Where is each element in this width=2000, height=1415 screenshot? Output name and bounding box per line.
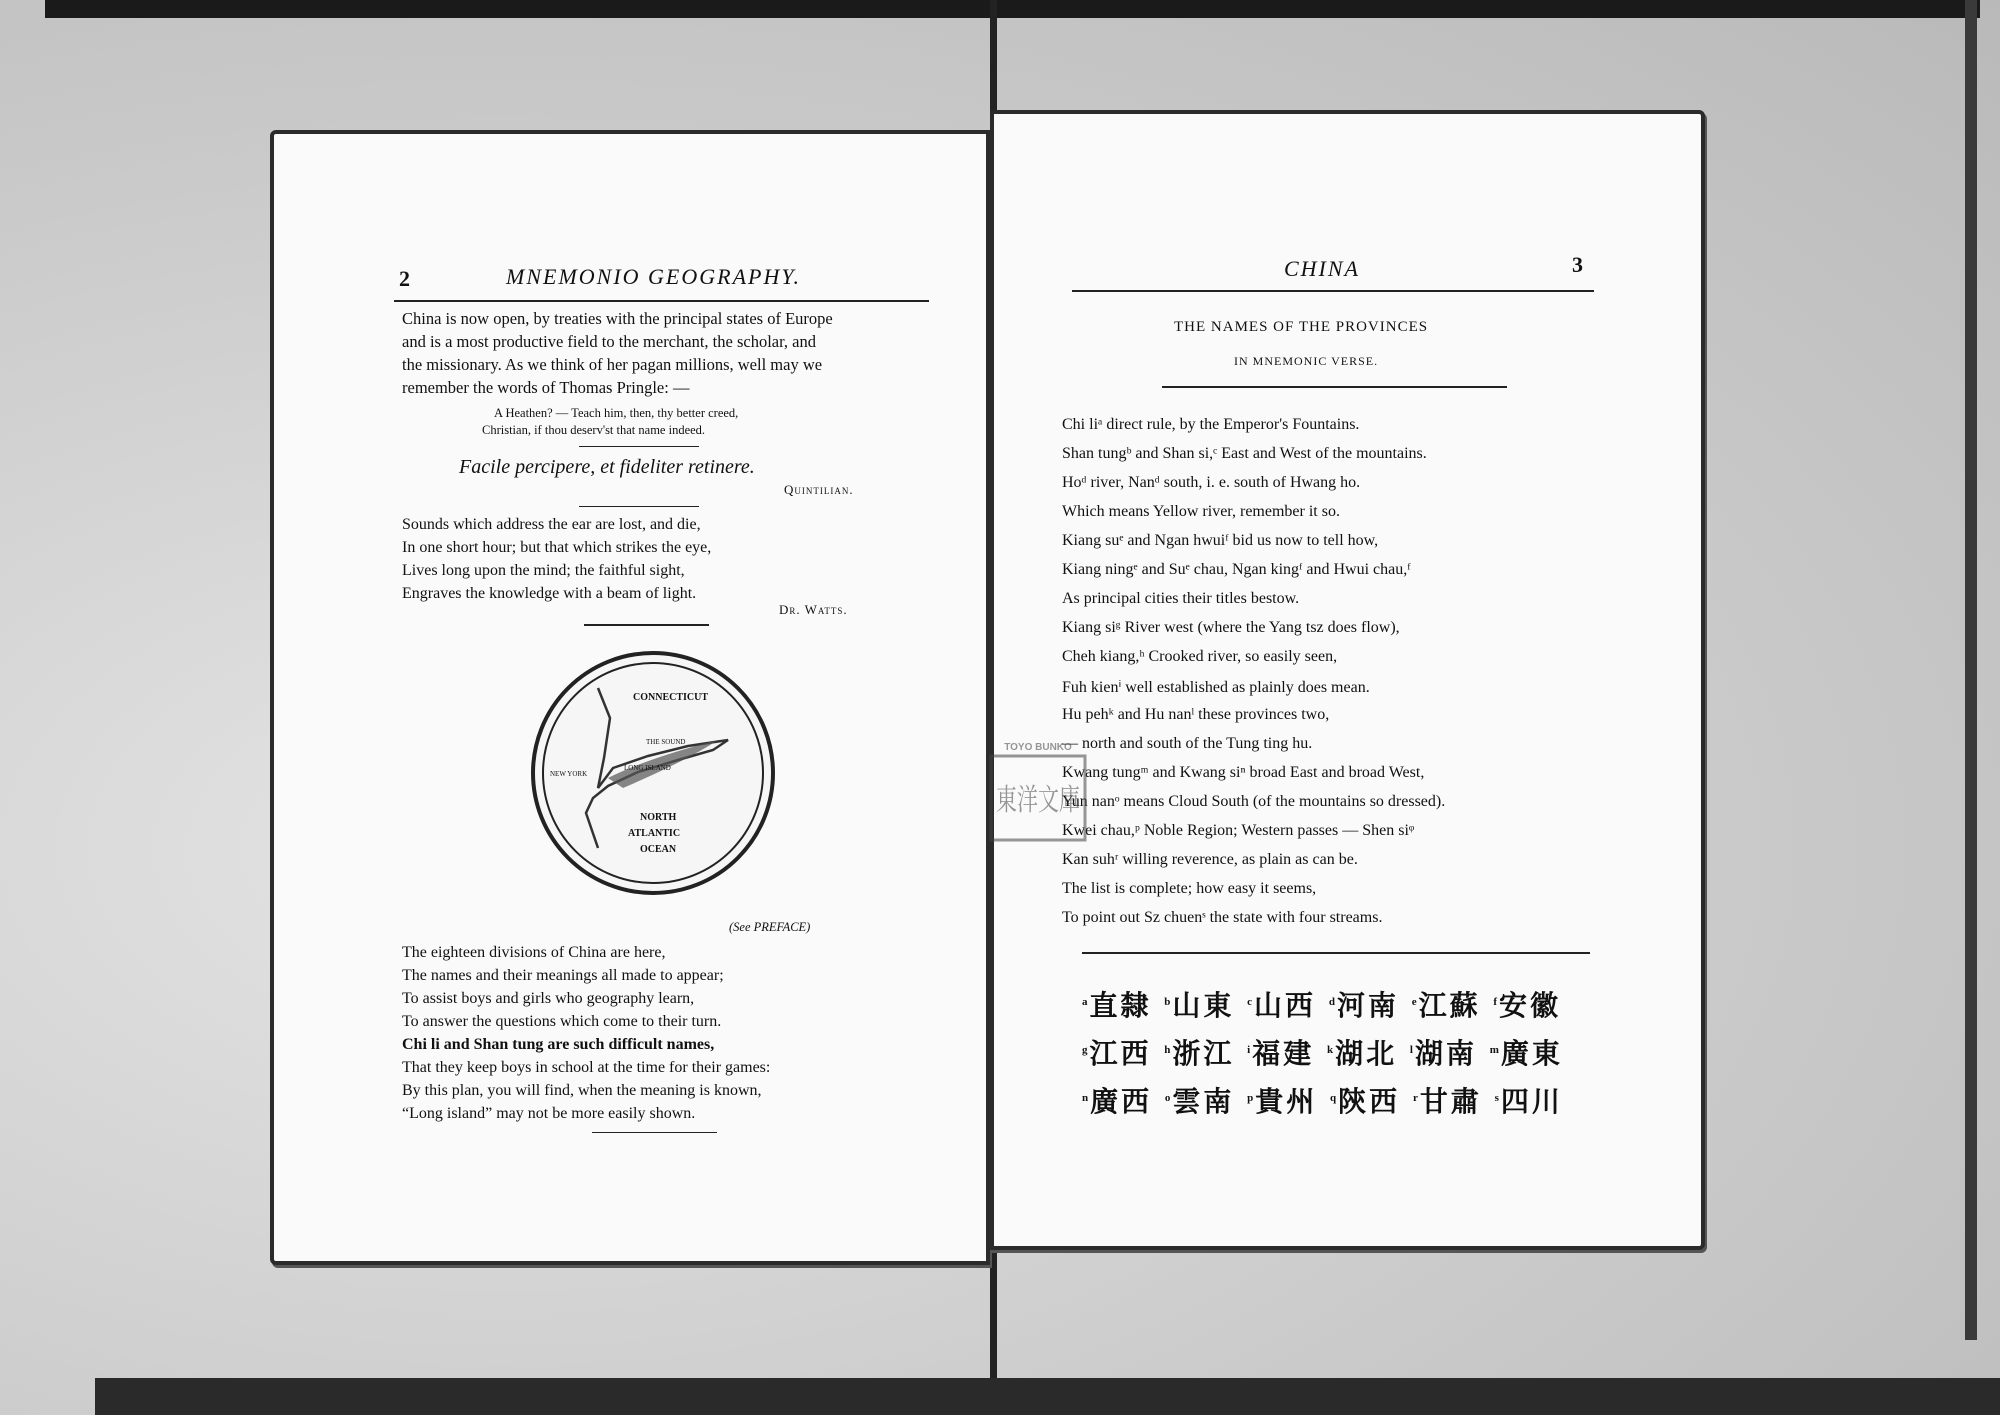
- verse-line: By this plan, you will find, when the meaning is known,: [402, 1082, 762, 1099]
- verse-line: Chi li and Shan tung are such difficult names,: [402, 1036, 715, 1053]
- verse-line: Cheh kiang,ʰ Crooked river, so easily seen,: [1062, 648, 1338, 665]
- province-chinese-name: 福建: [1252, 1037, 1315, 1070]
- divider: [579, 506, 699, 507]
- verse-line: Kan suhʳ willing reverence, as plain as can be.: [1062, 851, 1358, 868]
- footnote-mark: n: [1082, 1091, 1089, 1104]
- intro-line: China is now open, by treaties with the principal states of Europe: [402, 309, 833, 328]
- running-head-left: MNEMONIO GEOGRAPHY.: [506, 264, 802, 289]
- footnote-mark: m: [1489, 1043, 1499, 1056]
- verse-line: Lives long upon the mind; the faithful sight,: [402, 562, 685, 579]
- footnote-mark: b: [1164, 995, 1171, 1008]
- verse-line: That they keep boys in school at the time for their games:: [402, 1059, 771, 1076]
- verse-line: Sounds which address the ear are lost, and die,: [402, 516, 701, 533]
- stamp-chars: 東洋文庫: [996, 783, 1080, 818]
- stamp-text: TOYO BUNKO: [1004, 742, 1072, 753]
- chinese-names-row-2: [1082, 1032, 1563, 1072]
- scan-right-edge: [1965, 0, 1977, 1340]
- verse-line: Hu pehᵏ and Hu nanˡ these provinces two,: [1062, 706, 1330, 723]
- chinese-names-row-3: [1082, 1080, 1563, 1120]
- intro-line: and is a most productive field to the merchant, the scholar, and: [402, 332, 817, 351]
- divider: [592, 1132, 717, 1133]
- latin-motto: Facile percipere, et fideliter retinere.: [459, 456, 755, 478]
- province-chinese-name: 甘肅: [1419, 1085, 1482, 1118]
- running-head-right: CHINA: [1284, 256, 1360, 281]
- verse-line: Chi liᵃ direct rule, by the Emperor's Fountains.: [1062, 416, 1360, 433]
- map-label: CONNECTICUT: [633, 692, 709, 703]
- verse-line: Which means Yellow river, remember it so.: [1062, 503, 1340, 520]
- verse-line: Kwei chau,ᵖ Noble Region; Western passes — Shen siᵠ: [1062, 822, 1415, 839]
- province-chinese-name: 江蘇: [1418, 989, 1481, 1022]
- scan-bottom-edge: [95, 1378, 2000, 1415]
- map-label: NEW YORK: [550, 770, 588, 778]
- section-title: THE NAMES OF THE PROVINCES: [1174, 319, 1429, 335]
- footnote-mark: c: [1247, 995, 1253, 1008]
- footnote-mark: o: [1164, 1091, 1171, 1104]
- province-chinese-name: 直隸: [1089, 989, 1152, 1022]
- title-rule: [1162, 386, 1507, 388]
- verse-line: Fuh kienⁱ well established as plainly does mean.: [1062, 679, 1370, 696]
- footnote-mark: a: [1082, 995, 1088, 1008]
- verse-line: To point out Sz chuenˢ the state with four streams.: [1062, 909, 1383, 926]
- verse-line: Kiang ningᵉ and Suᵉ chau, Ngan kingᶠ and Hwui chau,ᶠ: [1062, 561, 1411, 578]
- verse-line: “Long island” may not be more easily shown.: [402, 1105, 696, 1122]
- footnote-mark: f: [1493, 995, 1498, 1008]
- province-chinese-name: 安徽: [1499, 989, 1562, 1022]
- verse-line: Hoᵈ river, Nanᵈ south, i. e. south of Hwang ho.: [1062, 474, 1361, 491]
- map-caption: (See PREFACE): [729, 920, 811, 934]
- divider: [584, 624, 709, 626]
- footnote-mark: e: [1411, 995, 1417, 1008]
- page-number-left: 2: [399, 266, 410, 291]
- verse-line: Kiang siᵍ River west (where the Yang tsz does flow),: [1062, 619, 1400, 636]
- footnote-mark: i: [1247, 1043, 1251, 1056]
- footnote-mark: g: [1082, 1043, 1088, 1056]
- province-chinese-name: 山東: [1172, 989, 1235, 1022]
- verse-line: Engraves the knowledge with a beam of light.: [402, 585, 697, 602]
- latin-attribution: Quintilian.: [784, 482, 854, 497]
- verse-line: Shan tungᵇ and Shan si,ᶜ East and West of the mountains.: [1062, 445, 1427, 462]
- section-subtitle: IN MNEMONIC VERSE.: [1234, 354, 1379, 368]
- verse-line: The eighteen divisions of China are here,: [402, 944, 666, 961]
- footnote-mark: l: [1409, 1043, 1413, 1056]
- quote-line: Christian, if thou deserv'st that name indeed.: [482, 423, 706, 437]
- footnote-mark: d: [1328, 995, 1335, 1008]
- province-chinese-name: 雲南: [1172, 1085, 1235, 1118]
- map-label: THE SOUND: [646, 738, 686, 746]
- verse-line: Yun nanᵒ means Cloud South (of the mountains so dressed).: [1062, 793, 1446, 810]
- province-chinese-name: 陝西: [1338, 1085, 1401, 1118]
- map-label: OCEAN: [640, 844, 677, 855]
- province-chinese-name: 廣東: [1500, 1037, 1563, 1070]
- footnote-mark: k: [1326, 1043, 1334, 1056]
- verse-line: As principal cities their titles bestow.: [1062, 590, 1300, 607]
- province-chinese-name: 四川: [1500, 1085, 1563, 1118]
- province-chinese-name: 廣西: [1090, 1085, 1153, 1118]
- table-rule: [1082, 952, 1590, 954]
- province-chinese-name: 貴州: [1255, 1085, 1318, 1118]
- province-chinese-name: 浙江: [1172, 1037, 1235, 1070]
- footnote-mark: h: [1164, 1043, 1171, 1056]
- map-label: NORTH: [640, 812, 677, 823]
- verse-line: To answer the questions which come to their turn.: [402, 1013, 722, 1030]
- verse-line: The list is complete; how easy it seems,: [1062, 880, 1317, 897]
- footnote-mark: p: [1247, 1091, 1254, 1104]
- scan-top-edge: [45, 0, 1980, 18]
- divider: [579, 446, 699, 447]
- watts-attribution: Dr. Watts.: [779, 602, 848, 617]
- map-label: LONG ISLAND: [624, 764, 671, 772]
- province-chinese-name: 河南: [1336, 989, 1399, 1022]
- toyo-bunko-library-stamp: [983, 738, 1093, 858]
- verse-line: In one short hour; but that which strikes the eye,: [402, 539, 712, 556]
- quote-line: A Heathen? — Teach him, then, thy better creed,: [494, 406, 739, 420]
- verse-line: Kwang tungᵐ and Kwang siⁿ broad East and broad West,: [1062, 764, 1425, 781]
- footnote-mark: q: [1330, 1091, 1337, 1104]
- right-page: [990, 110, 1705, 1250]
- head-rule-left: [394, 300, 929, 302]
- province-chinese-name: 山西: [1254, 989, 1317, 1022]
- page-number-right: 3: [1572, 252, 1583, 277]
- map-label: ATLANTIC: [628, 828, 681, 839]
- long-island-map-illustration: [528, 648, 778, 898]
- verse-line: The names and their meanings all made to appear;: [402, 967, 724, 984]
- province-chinese-name: 湖南: [1414, 1037, 1477, 1070]
- intro-line: remember the words of Thomas Pringle: —: [402, 378, 690, 397]
- footnote-mark: s: [1494, 1091, 1499, 1104]
- footnote-mark: r: [1412, 1091, 1418, 1104]
- head-rule-right: [1072, 290, 1594, 292]
- province-chinese-name: 湖北: [1335, 1037, 1398, 1070]
- province-chinese-name: 江西: [1089, 1037, 1152, 1070]
- verse-line: Kiang suᵉ and Ngan hwuiᶠ bid us now to tell how,: [1062, 532, 1379, 549]
- chinese-names-row-1: [1082, 984, 1561, 1024]
- intro-line: the missionary. As we think of her pagan millions, well may we: [402, 355, 823, 374]
- verse-line: — north and south of the Tung ting hu.: [1062, 735, 1313, 752]
- verse-line: To assist boys and girls who geography learn,: [402, 990, 695, 1007]
